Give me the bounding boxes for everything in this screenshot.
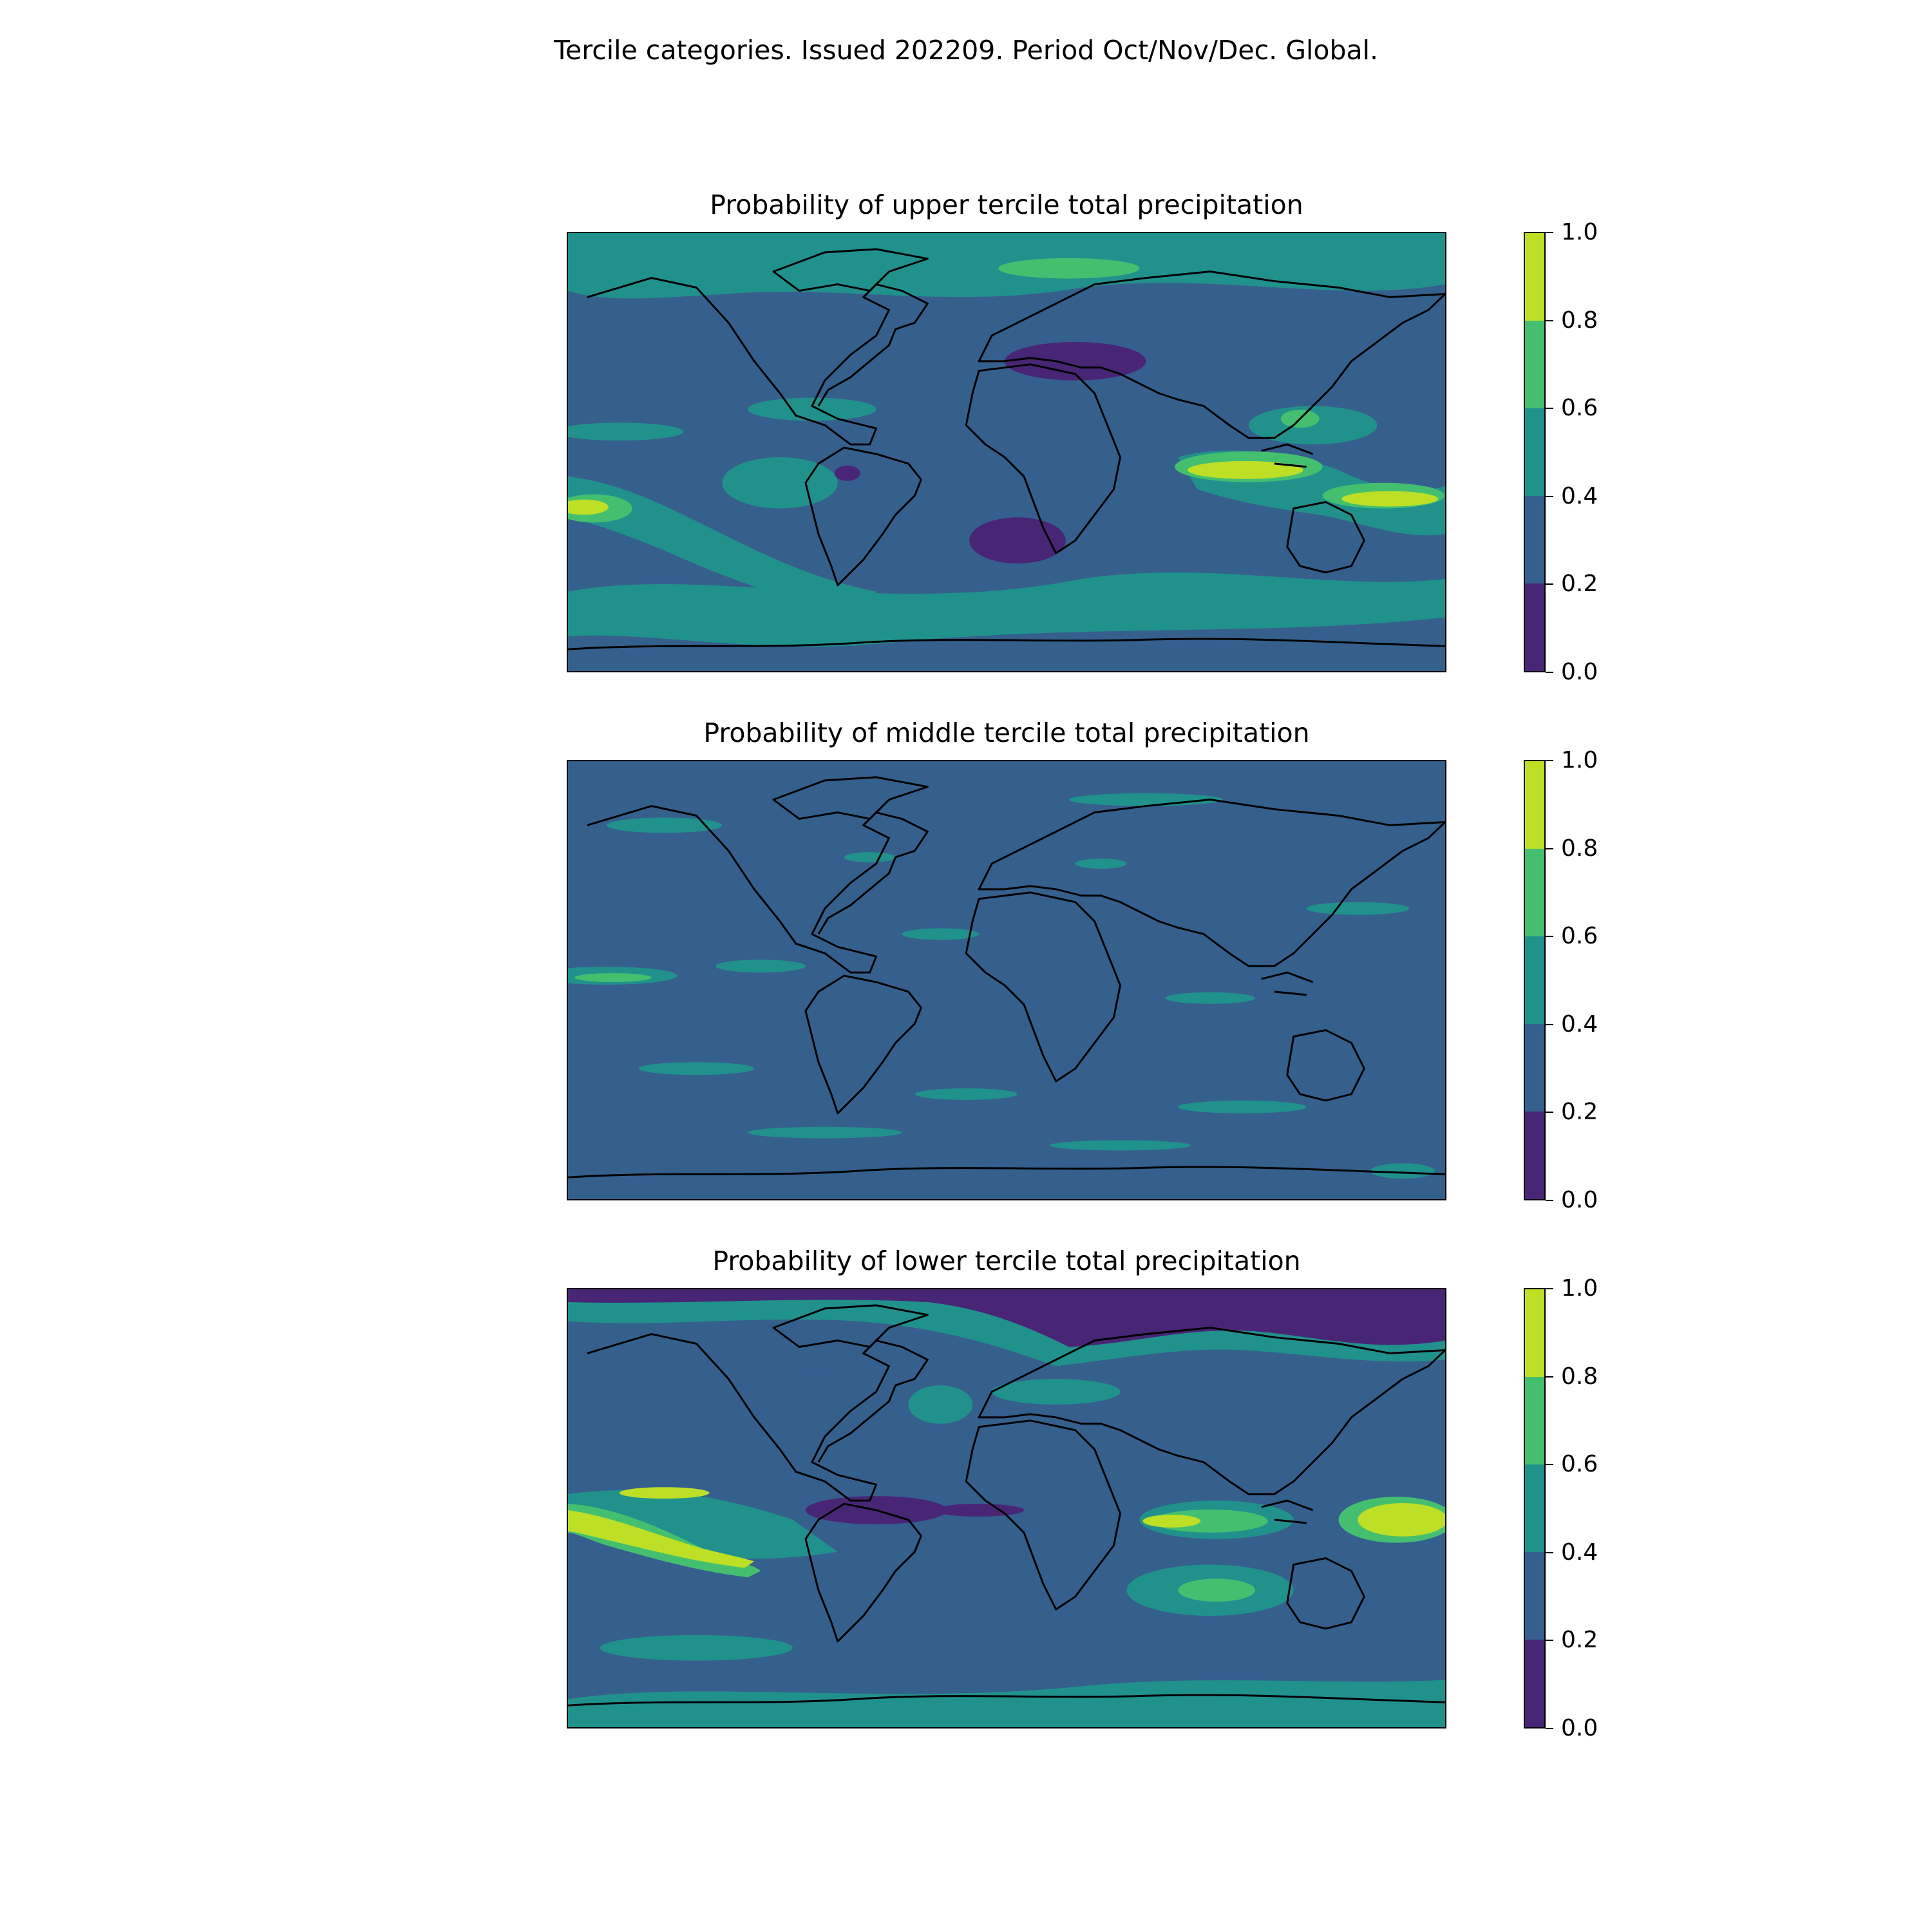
- colorbar-segment-3: [1525, 321, 1544, 408]
- field-patch: [715, 960, 806, 972]
- colorbar-segment-4: [1525, 1289, 1544, 1377]
- colorbar-tick: [1546, 1112, 1553, 1113]
- field-south-indian-high: [1178, 1578, 1255, 1602]
- field-patch: [844, 852, 896, 862]
- colorbar-tick-label: 0.0: [1561, 659, 1598, 685]
- colorbar-tick-label: 0.6: [1561, 923, 1598, 949]
- field-equatorial-peak: [620, 1487, 710, 1499]
- colorbar-tick: [1546, 1728, 1553, 1729]
- colorbar-tick-label: 1.0: [1561, 1275, 1598, 1302]
- colorbar-tick: [1546, 408, 1553, 409]
- colorbar-segment-1: [1525, 1024, 1544, 1112]
- colorbar-tick-label: 0.8: [1561, 835, 1598, 862]
- field-south-pacific: [600, 1635, 793, 1661]
- field-south-america: [722, 457, 837, 509]
- panel-title-upper-tercile: Probability of upper tercile total precipitation: [710, 189, 1303, 220]
- colorbar-tick-label: 0.0: [1561, 1715, 1598, 1741]
- colorbar-tick-label: 0.4: [1561, 1011, 1598, 1037]
- colorbar-segment-3: [1525, 1377, 1544, 1464]
- field-siberia: [998, 258, 1139, 279]
- colorbar-tick-label: 1.0: [1561, 747, 1598, 773]
- colorbar-tick: [1546, 1640, 1553, 1641]
- colorbar-segment-0: [1525, 1640, 1544, 1727]
- field-patch: [914, 1088, 1018, 1100]
- colorbar-tick: [1546, 672, 1553, 673]
- field-patch: [1075, 858, 1127, 869]
- field-layer: [567, 761, 1445, 1199]
- colorbar-tick-label: 0.4: [1561, 483, 1598, 509]
- field-layer: [567, 233, 1445, 671]
- field-patch: [1178, 1101, 1306, 1113]
- field-patch: [902, 928, 979, 940]
- colorbar-tick-label: 0.2: [1561, 1099, 1598, 1125]
- field-patch: [1165, 992, 1255, 1004]
- field-patch: [1307, 902, 1410, 915]
- colorbar-segment-0: [1525, 1112, 1544, 1199]
- colorbar-tick-label: 0.8: [1561, 307, 1598, 334]
- field-patch: [1050, 1141, 1191, 1151]
- field-north-atlantic: [908, 1385, 972, 1424]
- field-greenland-gap: [683, 1347, 940, 1372]
- colorbar-tick: [1546, 1464, 1553, 1465]
- colorbar-tick-label: 0.2: [1561, 1627, 1598, 1653]
- colorbar-tick-label: 0.2: [1561, 571, 1598, 597]
- colorbar-segment-1: [1525, 496, 1544, 583]
- map-middle-tercile: [567, 760, 1446, 1200]
- field-central-pacific-high: [574, 973, 652, 982]
- colorbar-segment-1: [1525, 1552, 1544, 1640]
- colorbar-segment-2: [1525, 936, 1544, 1024]
- field-south-atlantic-low: [969, 517, 1066, 564]
- colorbar-segment-4: [1525, 233, 1544, 321]
- field-indian-ocean-peak: [1188, 461, 1303, 479]
- colorbar-tick-label: 0.4: [1561, 1539, 1598, 1566]
- colorbar-tick: [1546, 936, 1553, 937]
- colorbar-segment-4: [1525, 761, 1544, 849]
- colorbar-tick: [1546, 1376, 1553, 1378]
- colorbar-tick: [1546, 1288, 1553, 1289]
- figure-title: Tercile categories. Issued 202209. Period Oct/Nov/Dec. Global.: [553, 35, 1379, 66]
- field-layer: [568, 1289, 1446, 1727]
- field-central-pacific: [748, 397, 876, 421]
- colorbar-tick: [1546, 1552, 1553, 1553]
- panel-title-lower-tercile: Probability of lower tercile total precipitation: [712, 1245, 1301, 1276]
- field-amazon-low: [835, 466, 860, 481]
- field-patch: [639, 1062, 754, 1075]
- colorbar-tick: [1546, 848, 1553, 849]
- colorbar-segment-2: [1525, 1464, 1544, 1552]
- colorbar-tick: [1546, 232, 1553, 233]
- map-lower-tercile: [567, 1288, 1446, 1728]
- colorbar-tick: [1546, 760, 1553, 761]
- colorbar-tick: [1546, 583, 1553, 585]
- field-patch: [1069, 793, 1223, 806]
- colorbar-tick: [1546, 320, 1553, 321]
- colorbar-tick: [1546, 1024, 1553, 1025]
- colorbar-lower-tercile: [1524, 1288, 1546, 1728]
- field-atlantic-low: [934, 1504, 1024, 1517]
- colorbar-tick-label: 0.8: [1561, 1363, 1598, 1390]
- colorbar-tick-label: 0.6: [1561, 1451, 1598, 1477]
- colorbar-tick-label: 0.6: [1561, 395, 1598, 421]
- colorbar-segment-2: [1525, 408, 1544, 496]
- panel-title-middle-tercile: Probability of middle tercile total precipitation: [703, 717, 1310, 748]
- map-upper-tercile: [567, 232, 1446, 672]
- colorbar-tick-label: 0.0: [1561, 1187, 1598, 1213]
- colorbar-segment-0: [1525, 583, 1544, 671]
- field-west-pacific-peak: [1358, 1503, 1446, 1537]
- colorbar-tick-label: 1.0: [1561, 219, 1598, 245]
- colorbar-middle-tercile: [1524, 760, 1546, 1200]
- field-patch: [748, 1127, 902, 1139]
- colorbar-upper-tercile: [1524, 232, 1546, 672]
- field-indian-ocean-peak: [1142, 1515, 1200, 1528]
- colorbar-tick: [1546, 1200, 1553, 1201]
- field-west-pacific-peak: [1341, 491, 1438, 507]
- colorbar-segment-3: [1525, 849, 1544, 936]
- colorbar-tick: [1546, 496, 1553, 497]
